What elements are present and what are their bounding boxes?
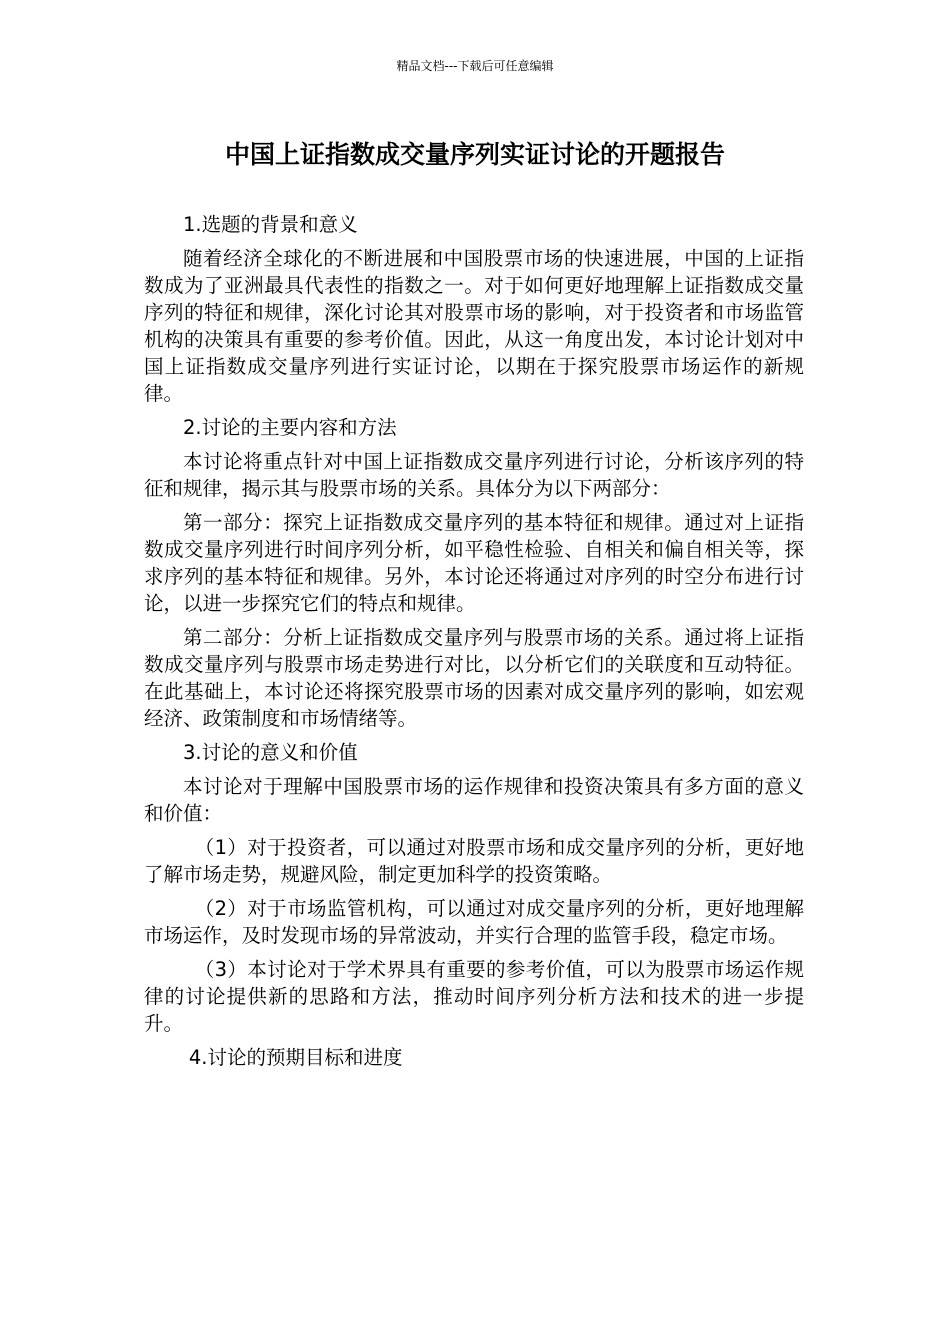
- paragraph-part-one: 第一部分：探究上证指数成交量序列的基本特征和规律。通过对上证指数成交量序列进行时间序列分析，如平稳性检验、自相关和偏自相关等，探求序列的基本特征和规律。另外，本讨论还将通过对序列的时空分布进行讨论，以进一步探究它们的特点和规律。: [144, 511, 804, 615]
- paragraph-part-two: 第二部分：分析上证指数成交量序列与股票市场的关系。通过将上证指数成交量序列与股票市场走势进行对比，以分析它们的关联度和互动特征。在此基础上，本讨论还将探究股票市场的因素对成交量序列的影响，如宏观经济、政策制度和市场情绪等。: [144, 626, 804, 730]
- paragraph-significance-intro: 本讨论对于理解中国股票市场的运作规律和投资决策具有多方面的意义和价值：: [144, 775, 804, 825]
- section-heading-background: 1.选题的背景和意义: [183, 213, 358, 236]
- paragraph-background: 随着经济全球化的不断进展和中国股票市场的快速进展，中国的上证指数成为了亚洲最具代表性的指数之一。对于如何更好地理解上证指数成交量序列的特征和规律，深化讨论其对股票市场的影响，对于投资者和市场监管机构的决策具有重要的参考价值。因此，从这一角度出发，本讨论计划对中国上证指数成交量序列进行实证讨论，以期在于探究股票市场运作的新规律。: [144, 247, 804, 405]
- list-item-regulators: （2）对于市场监管机构，可以通过对成交量序列的分析，更好地理解市场运作，及时发现市场的异常波动，并实行合理的监管手段，稳定市场。: [144, 897, 804, 947]
- paragraph-content-intro: 本讨论将重点针对中国上证指数成交量序列进行讨论，分析该序列的特征和规律，揭示其与股票市场的关系。具体分为以下两部分：: [144, 450, 804, 500]
- section-heading-content-method: 2.讨论的主要内容和方法: [183, 416, 397, 439]
- document-title: 中国上证指数成交量序列实证讨论的开题报告: [224, 140, 725, 169]
- section-heading-significance: 3.讨论的意义和价值: [183, 741, 358, 764]
- header-note: 精品文档---下载后可任意编辑: [396, 59, 554, 73]
- section-heading-goals-schedule: 4.讨论的预期目标和进度: [188, 1046, 403, 1069]
- list-item-academia: （3）本讨论对于学术界具有重要的参考价值，可以为股票市场运作规律的讨论提供新的思路和方法，推动时间序列分析方法和技术的进一步提升。: [144, 958, 804, 1035]
- document-body: [144, 211, 804, 1078]
- list-item-investors: （1）对于投资者，可以通过对股票市场和成交量序列的分析，更好地了解市场走势，规避风险，制定更加科学的投资策略。: [144, 836, 804, 886]
